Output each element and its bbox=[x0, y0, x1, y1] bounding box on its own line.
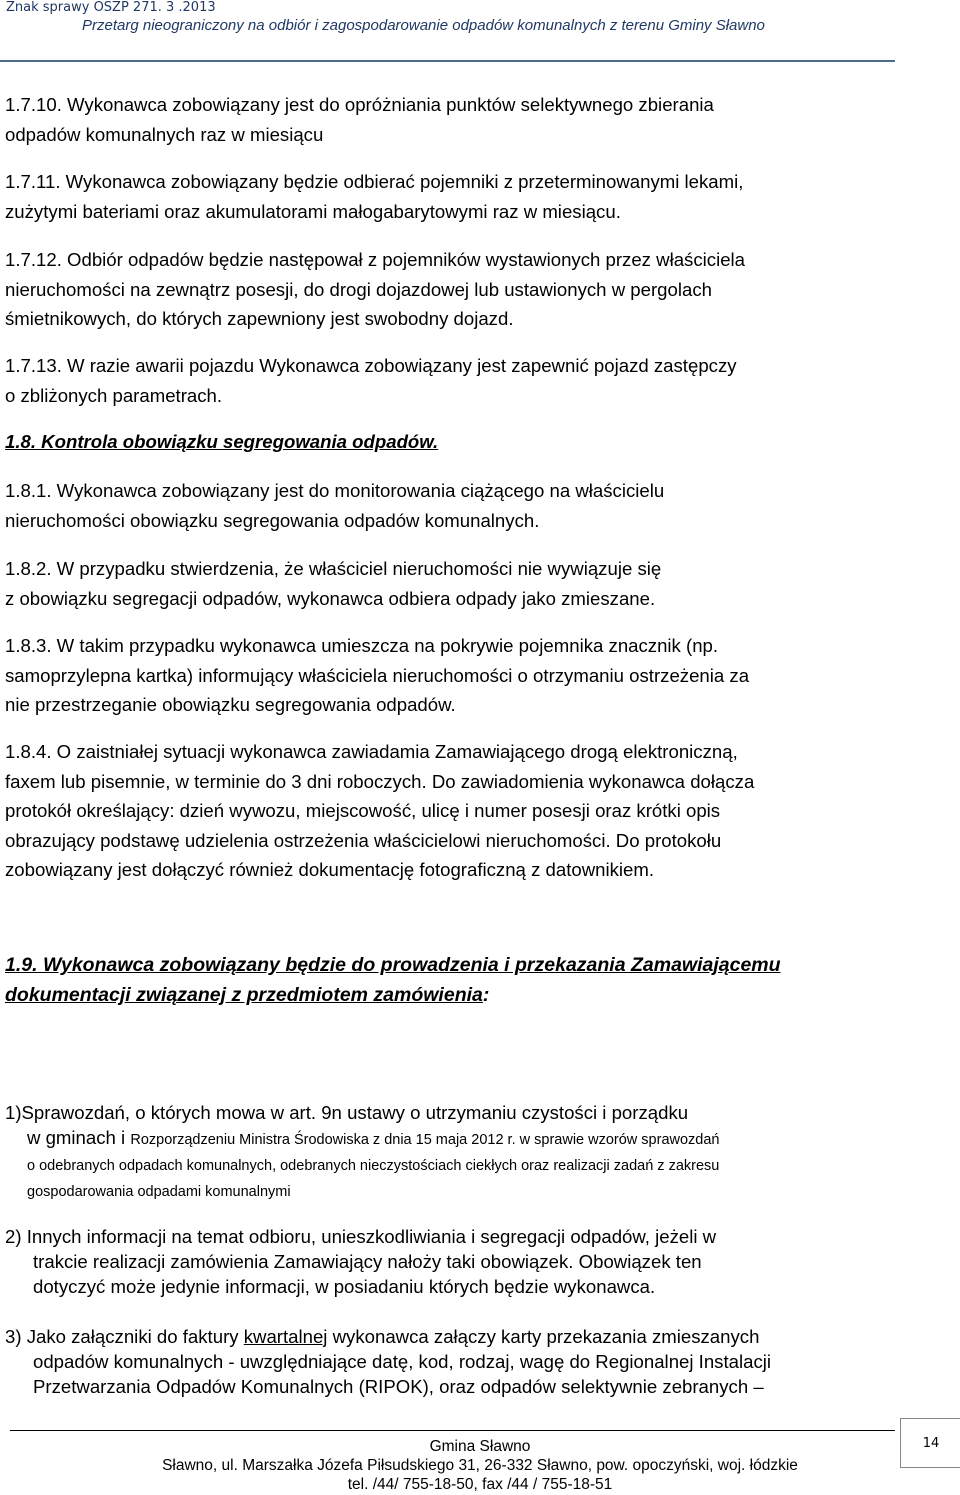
paragraph-line: protokół określający: dzień wywozu, miejscowość, ulicę i numer posesji oraz krótki opis bbox=[5, 800, 721, 821]
page-number: 14 bbox=[900, 1418, 960, 1468]
paragraph-line: zobowiązany jest dołączyć również dokumentację fotograficzną z datownikiem. bbox=[5, 859, 655, 880]
paragraph-line: 1.7.11. Wykonawca zobowiązany będzie odbierać pojemniki z przeterminowanymi lekami, bbox=[5, 171, 744, 192]
paragraph-line: 1.8.4. O zaistniałej sytuacji wykonawca zawiadamia Zamawiającego drogą elektroniczną, bbox=[5, 741, 738, 762]
paragraph-1-8-1 bbox=[5, 476, 899, 535]
paragraph-1-7-12 bbox=[5, 245, 899, 334]
paragraph-line: o zbliżonych parametrach. bbox=[5, 384, 223, 406]
paragraph-line: śmietnikowych, do których zapewniony jest swobodny dojazd. bbox=[5, 308, 514, 329]
paragraph-line: 1.8.3. W takim przypadku wykonawca umieszcza na pokrywie pojemnika znacznik (np. bbox=[5, 635, 719, 656]
paragraph-1-8-4 bbox=[5, 737, 899, 885]
list-line-part: w sprawie wzorów sprawozdań bbox=[515, 1132, 720, 1148]
tender-title: Przetarg nieograniczony na odbiór i zagospodarowanie odpadów komunalnych z terenu Gminy Sławno bbox=[82, 17, 765, 34]
header-divider bbox=[0, 60, 895, 62]
regulation-reference: Rozporządzeniu Ministra Środowiska z dnia 15 maja 2012 r. bbox=[130, 1132, 516, 1148]
section-heading-line: 1.9. Wykonawca zobowiązany będzie do prowadzenia i przekazania Zamawiającemu bbox=[5, 954, 781, 976]
footer-municipality: Gmina Sławno bbox=[429, 1438, 531, 1455]
paragraph-1-8-2 bbox=[5, 554, 899, 613]
list-item-1 bbox=[5, 1100, 899, 1205]
list-line: odpadów komunalnych - uwzględniające datę, kod, rodzaj, wagę do Regionalnej Instalacji bbox=[33, 1351, 772, 1372]
list-line: o odebranych odpadach komunalnych, odebranych nieczystościach ciekłych oraz realizacji zadań z zakresu bbox=[27, 1158, 720, 1174]
quarterly-term: kwartalnej bbox=[243, 1326, 328, 1347]
list-line-part: w gminach i bbox=[27, 1127, 131, 1148]
list-line-part: 3) Jako załączniki do faktury bbox=[5, 1326, 244, 1347]
paragraph-1-8-3 bbox=[5, 631, 899, 720]
list-item-2 bbox=[5, 1224, 899, 1299]
list-line-part: wykonawca załączy karty przekazania zmieszanych bbox=[327, 1326, 760, 1347]
list-line: dotyczyć może jedynie informacji, w posiadaniu których będzie wykonawca. bbox=[33, 1276, 656, 1297]
footer-divider bbox=[10, 1430, 895, 1431]
list-line: gospodarowania odpadami komunalnymi bbox=[27, 1184, 291, 1200]
list-line: trakcie realizacji zamówienia Zamawiający nałoży taki obowiązek. Obowiązek ten bbox=[33, 1251, 702, 1272]
paragraph-line: 1.8.2. W przypadku stwierdzenia, że właściciel nieruchomości nie wywiązuje się bbox=[5, 558, 662, 579]
paragraph-line: nieruchomości na zewnątrz posesji, do drogi dojazdowej lub ustawionych w pergolach bbox=[5, 278, 712, 300]
footer-address: Sławno, ul. Marszałka Józefa Piłsudskiego 31, 26-332 Sławno, pow. opoczyński, woj. łódzkie bbox=[162, 1457, 798, 1474]
paragraph-line: nie przestrzeganie obowiązku segregowania odpadów. bbox=[5, 694, 456, 715]
paragraph-1-7-13 bbox=[5, 351, 899, 410]
list-line bbox=[5, 1324, 899, 1349]
paragraph-line: 1.7.13. W razie awarii pojazdu Wykonawca zobowiązany jest zapewnić pojazd zastępczy bbox=[5, 355, 737, 376]
paragraph-1-7-10 bbox=[5, 90, 899, 149]
paragraph-1-7-11 bbox=[5, 167, 899, 226]
footer-contact: tel. /44/ 755-18-50, fax /44 / 755-18-51 bbox=[347, 1476, 613, 1493]
paragraph-line: nieruchomości obowiązku segregowania odpadów komunalnych. bbox=[5, 509, 540, 531]
list-line: 2) Innych informacji na temat odbioru, unieszkodliwiania i segregacji odpadów, jeżeli w bbox=[5, 1226, 717, 1247]
paragraph-line: z obowiązku segregacji odpadów, wykonawca odbiera odpady jako zmieszane. bbox=[5, 587, 656, 609]
paragraph-line: odpadów komunalnych raz w miesiącu bbox=[5, 123, 324, 145]
list-line: Przetwarzania Odpadów Komunalnych (RIPOK), oraz odpadów selektywnie zebranych – bbox=[33, 1376, 764, 1397]
paragraph-line: zużytymi bateriami oraz akumulatorami małogabarytowymi raz w miesiącu. bbox=[5, 200, 621, 222]
case-reference: Znak sprawy OŚZP 271. 3 .2013 bbox=[6, 0, 216, 15]
list-line bbox=[5, 1125, 899, 1153]
paragraph-line: samoprzylepna kartka) informujący właściciela nieruchomości o otrzymaniu ostrzeżenia za bbox=[5, 664, 750, 686]
section-1-8-heading: 1.8. Kontrola obowiązku segregowania odpadów. bbox=[5, 431, 439, 452]
list-item-3 bbox=[5, 1324, 899, 1399]
section-1-9-heading bbox=[5, 950, 899, 1010]
heading-colon: : bbox=[482, 984, 490, 1006]
paragraph-line: 1.7.12. Odbiór odpadów będzie następował z pojemników wystawionych przez właściciela bbox=[5, 249, 746, 270]
paragraph-line: 1.8.1. Wykonawca zobowiązany jest do monitorowania ciążącego na właścicielu bbox=[5, 480, 665, 501]
paragraph-line: 1.7.10. Wykonawca zobowiązany jest do opróżniania punktów selektywnego zbierania bbox=[5, 94, 714, 115]
paragraph-line: obrazujący podstawę udzielenia ostrzeżenia właścicielowi nieruchomości. Do protokołu bbox=[5, 829, 722, 851]
list-line: 1)Sprawozdań, o których mowa w art. 9n ustawy o utrzymaniu czystości i porządku bbox=[5, 1102, 689, 1123]
paragraph-line: faxem lub pisemnie, w terminie do 3 dni roboczych. Do zawiadomienia wykonawca dołącza bbox=[5, 770, 755, 792]
section-heading-line: dokumentacji związanej z przedmiotem zamówienia bbox=[5, 984, 483, 1006]
